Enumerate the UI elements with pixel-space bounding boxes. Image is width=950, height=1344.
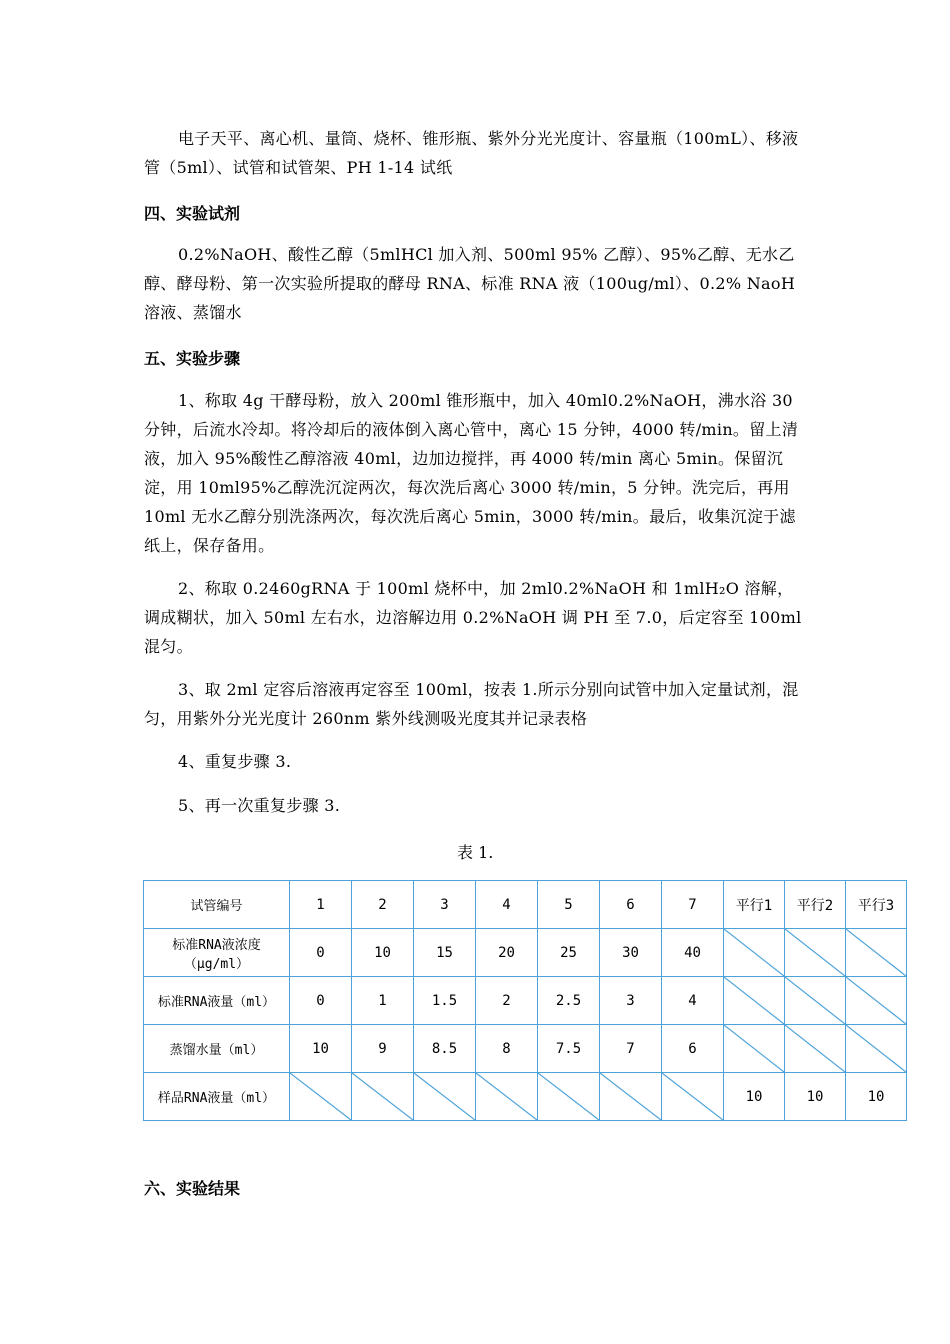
value-cell: 10 [785,1073,846,1121]
value-cell: 平行3 [846,881,907,929]
value-cell: 3 [600,977,662,1025]
empty-diagonal-cell [785,1025,846,1073]
value-cell: 10 [352,929,414,977]
step-2-paragraph: 2、称取 0.2460gRNA 于 100ml 烧杯中，加 2ml0.2%NaOH 和 1mlH₂O 溶解，调成糊状，加入 50ml 左右水，边溶解边用 0.2%NaOH 调 PH 至 7.0，后定容至 100ml 混匀。 [144,579,802,656]
value-cell: 1.5 [414,977,476,1025]
value-cell: 10 [724,1073,785,1121]
value-cell: 2 [352,881,414,929]
table-row [144,1025,907,1073]
empty-diagonal-cell [846,977,907,1025]
value-cell: 1 [352,977,414,1025]
diagonal-slash-icon [846,1025,906,1072]
value-cell: 25 [538,929,600,977]
value-cell: 4 [662,977,724,1025]
diagonal-slash-icon [785,929,845,976]
value-cell: 6 [662,1025,724,1073]
value-cell: 7.5 [538,1025,600,1073]
diagonal-slash-icon [724,977,784,1024]
row-label-cell: 标准RNA液浓度（μg/ml） [144,929,290,977]
diagonal-slash-icon [785,977,845,1024]
empty-diagonal-cell [600,1073,662,1121]
diagonal-slash-icon [785,1025,845,1072]
table-row [144,929,907,977]
section4-heading: 四、实验试剂 [144,204,241,223]
value-cell: 30 [600,929,662,977]
step-1-paragraph: 1、称取 4g 干酵母粉，放入 200ml 锥形瓶中，加入 40ml0.2%NaOH，沸水浴 30 分钟，后流水冷却。将冷却后的液体倒入离心管中，离心 15 分钟，4000 转/min。留上清液，加入 95%酸性乙醇溶液 40ml，边加边搅拌，再 4000 转/min 离心 5min。保留沉淀，用 10ml95%乙醇洗沉淀两次，每次洗后离心 3000 转/min，5 分钟。洗完后，再用 10ml 无水乙醇分别洗涤两次，每次洗后离心 5min，3000 转/min。最后，收集沉淀于滤纸上，保存备用。 [144,391,799,555]
value-cell: 7 [662,881,724,929]
value-cell: 40 [662,929,724,977]
step-3-paragraph: 3、取 2ml 定容后溶液再定容至 100ml，按表 1.所示分别向试管中加入定量试剂，混匀，用紫外分光光度计 260nm 紫外线测吸光度其并记录表格 [144,680,799,728]
value-cell: 6 [600,881,662,929]
diagonal-slash-icon [724,1025,784,1072]
equipment-paragraph: 电子天平、离心机、量筒、烧杯、锥形瓶、紫外分光光度计、容量瓶（100mL）、移液管（5ml）、试管和试管架、PH 1-14 试纸 [144,129,799,177]
row-label-cell: 标准RNA液量（ml） [144,977,290,1025]
empty-diagonal-cell [846,1025,907,1073]
value-cell: 9 [352,1025,414,1073]
diagonal-slash-icon [846,929,906,976]
step-5-paragraph: 5、再一次重复步骤 3. [178,796,341,815]
value-cell: 5 [538,881,600,929]
empty-diagonal-cell [352,1073,414,1121]
value-cell: 15 [414,929,476,977]
empty-diagonal-cell [846,929,907,977]
empty-diagonal-cell [724,1025,785,1073]
table-row [144,1073,907,1121]
value-cell: 10 [290,1025,352,1073]
value-cell: 平行2 [785,881,846,929]
empty-diagonal-cell [785,977,846,1025]
section6-heading: 六、实验结果 [144,1179,241,1198]
value-cell: 4 [476,881,538,929]
value-cell: 20 [476,929,538,977]
row-label-cell: 蒸馏水量（ml） [144,1025,290,1073]
empty-diagonal-cell [476,1073,538,1121]
diagonal-slash-icon [846,977,906,1024]
value-cell: 8 [476,1025,538,1073]
empty-diagonal-cell [414,1073,476,1121]
empty-diagonal-cell [785,929,846,977]
empty-diagonal-cell [724,977,785,1025]
empty-diagonal-cell [662,1073,724,1121]
diagonal-slash-icon [662,1073,723,1120]
table-caption: 表 1. [457,843,494,862]
diagonal-slash-icon [724,929,784,976]
empty-diagonal-cell [538,1073,600,1121]
value-cell: 2 [476,977,538,1025]
diagonal-slash-icon [414,1073,475,1120]
reagents-paragraph: 0.2%NaOH、酸性乙醇（5mlHCl 加入剂、500ml 95% 乙醇）、95%乙醇、无水乙醇、酵母粉、第一次实验所提取的酵母 RNA、标准 RNA 液（100ug/ml）、0.2% NaoH 溶液、蒸馏水 [144,245,796,322]
table-row [144,977,907,1025]
value-cell: 7 [600,1025,662,1073]
empty-diagonal-cell [290,1073,352,1121]
row-label-cell: 试管编号 [144,881,290,929]
row-label-cell: 样品RNA液量（ml） [144,1073,290,1121]
value-cell: 10 [846,1073,907,1121]
table-header-row [144,881,907,929]
value-cell: 平行1 [724,881,785,929]
empty-diagonal-cell [724,929,785,977]
diagonal-slash-icon [352,1073,413,1120]
step-4-paragraph: 4、重复步骤 3. [178,752,292,771]
value-cell: 0 [290,977,352,1025]
section5-heading: 五、实验步骤 [144,349,241,368]
value-cell: 3 [414,881,476,929]
value-cell: 2.5 [538,977,600,1025]
value-cell: 1 [290,881,352,929]
diagonal-slash-icon [538,1073,599,1120]
value-cell: 0 [290,929,352,977]
diagonal-slash-icon [290,1073,351,1120]
diagonal-slash-icon [600,1073,661,1120]
value-cell: 8.5 [414,1025,476,1073]
diagonal-slash-icon [476,1073,537,1120]
reagent-table [143,880,907,1121]
